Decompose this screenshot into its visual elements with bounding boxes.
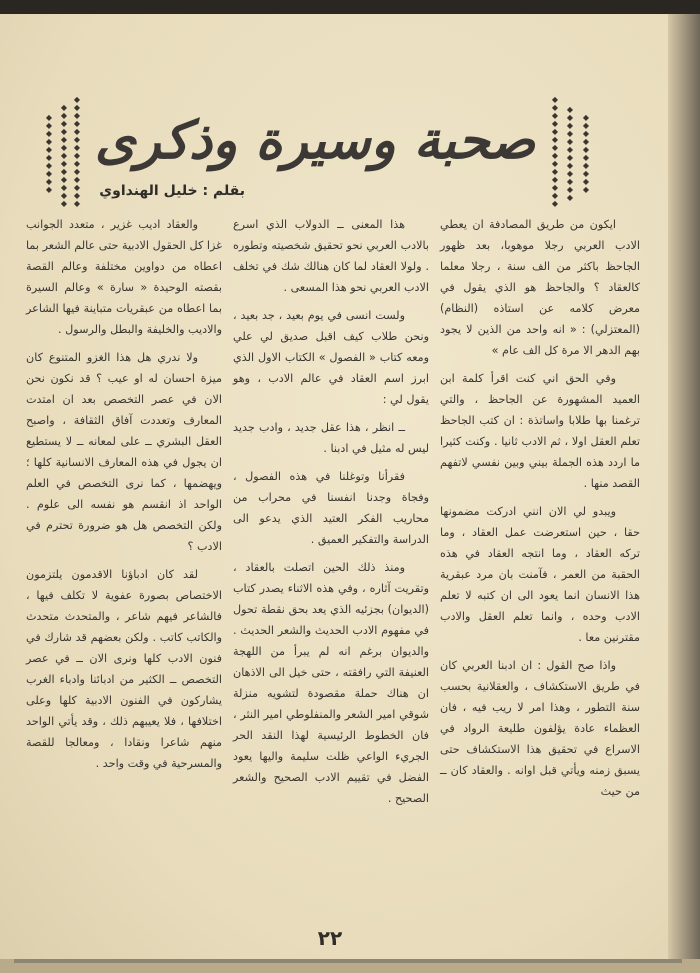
ornament-border-icon: ◆ ◆ ◆ ◆ ◆ ◆ ◆ ◆ ◆ ◆ ◆ ◆ [566,105,574,202]
paragraph: ايكون من طريق المصادفة ان يعطي الادب العربي رجلا موهوبا، بعد ظهور الجاحظ باكثر من الف سنة ، رجلا معلما كالعقاد ؟ والجاحظ هو الذي يقول في معرض كلامه عن استاذه (النظام) (المعتزلي) : « انه واحد من الذين لا يجود بهم الدهر الا مرة كل الف عام » [440,218,640,357]
paragraph: ومنذ ذلك الحين اتصلت بالعقاد ، وتقريت آثاره ، وفي هذه الاثناء يصدر كتاب (الديوان) بجزئيه الذي يعد بحق نقطة تحول في مفهوم الادب الحديث والشعر الحديث . والديوان برغم انه لم يبرأ من اللهجة العنيفة التي رافقته ، حتى خيل الى الاذهان ان هناك حملة مقصودة لتشويه منزلة شوقي امير الشعر والمنفلوطي امير النثر ، فان الخطوط الرئيسية لهذا النقد الحر الجريء الواعي ظلت سليمة واليها يعود الفضل في تقييم الادب الصحيح والشعر الصحيح . [233,561,429,805]
paragraph: هذا المعنى ــ الدولاب الذي اسرع بالادب العربي نحو تحقيق شخصيته وتطوره . ولولا العقاد لما كان هنالك شك في تخلف الادب العربي نحو هذا المسعى . [233,218,429,294]
article-title: صحبة وسيرة وذكرى [94,110,536,171]
page-number: ٢٢ [317,926,343,950]
paragraph: ولا ندري هل هذا الغزو المتنوع كان ميزة احسان له او عيب ؟ قد نكون نحن الان في عصر التخصص بعد ان امتدت المعارف وتعددت آفاق الثقافة ، واصبح العقل البشري ــ على لمعانه ــ لا يستطيع ان يجول في هذه المعارف الانسانية كلها ؛ ويهضمها ، كما نرى التخصص في العلم الواحد اذ انقسم هو نفسه الى علوم . ولكن التخصص هل هو ضرورة تحترم في الادب ؟ [26,351,222,553]
paragraph: لقد كان ادباؤنا الاقدمون يلتزمون الاختصاص بصورة عفوية لا تكلف فيها ، فالشاعر فيهم شاعر ، والمتحدث متحدث والكاتب كاتب . ولكن بعضهم قد شارك في فنون الادب كلها ونرى الان ــ في عصر التخصص ــ الكثير من ادبائنا وادباء الغرب يشاركون في الفنون الادبية كلها وعلى اختلافها ، فلا يعيبهم ذلك ، وقد يأتي الواحد منهم شاعرا ونقادا ، ومعالجا للقصة والمسرحية في وقت واحد . [26,568,222,770]
paragraph: ولست انسى في يوم بعيد ، جد بعيد ، ونحن طلاب كيف اقبل صديق لي علي ومعه كتاب « الفصول » الكتاب الاول الذي ابرز اسم العقاد في عالم الادب ، وهو يقول لي : [233,309,429,406]
paragraph: وفي الحق اني كنت اقرأ كلمة ابن العميد المشهورة عن الجاحظ ، والتي ترغمنا بها طلابا واساتذة : ان كتب الجاحظ تعلم العقل اولا ، ثم الادب ثانيا . وكنت كثيرا ما اردد هذه الجملة بيني وبين نفسي لاتفهم القصد منها . [440,372,640,490]
ornament-border-icon: ◆ ◆ ◆ ◆ ◆ ◆ ◆ ◆ ◆ ◆ ◆ ◆ ◆ [60,103,68,208]
ornament-border-icon: ◆ ◆ ◆ ◆ ◆ ◆ ◆ ◆ ◆ ◆ [582,113,590,194]
ornament-border-icon: ◆ ◆ ◆ ◆ ◆ ◆ ◆ ◆ ◆ ◆ ◆ ◆ ◆ ◆ [73,95,81,208]
ornament-border-icon: ◆ ◆ ◆ ◆ ◆ ◆ ◆ ◆ ◆ ◆ [45,113,53,194]
paragraph: فقرأنا وتوغلنا في هذه الفصول ، وفجاة وجدنا انفسنا في محراب من محاريب الفكر العتيد الذي يدعو الى الدراسة والتفكير العميق . [233,470,429,546]
magazine-page [0,14,668,959]
paragraph: ويبدو لي الان انني ادركت مضمونها حقا ، حين استعرضت عمل العقاد ، وما تركه العقاد ، وما انتجه العقاد في هذه الحقبة من العمر ، فآمنت بان مرد عبقرية هذا الانسان انما يعود الى ان كتبه لا تعلم الادب وحده ، وانما تعلم العقل والادب مقترنين معا . [440,505,640,644]
ornament-border-icon: ◆ ◆ ◆ ◆ ◆ ◆ ◆ ◆ ◆ ◆ ◆ ◆ ◆ ◆ [551,95,559,208]
paragraph: واذا صح القول : ان ادبنا العربي كان في طريق الاستكشاف ، والعقلانية بحسب سنة التطور ، وهذا امر لا ريب فيه ، فان العظماء عادة يؤلفون طليعة الرواد في الاسراع في تحقيق هذا الاستكشاف حتى يسبق زمنه ويأتي قبل اوانه . والعقاد كان ــ من حيث [440,659,640,798]
column-left [26,214,222,781]
paragraph: ــ انظر ، هذا عقل جديد ، وادب جديد ليس له مثيل في ادبنا . [233,421,429,455]
page-edge-shadow [668,14,700,959]
paragraph: والعقاد اديب غزير ، متعدد الجوانب غزا كل الحقول الادبية حتى عالم الشعر بما اعطاه من دواوين مختلفة وعالم القصة بقصته الوحيدة « سارة » وعالم السيرة بما اعطاه من عبقريات متباينة فيها الشاعر والاديب والخليفة والبطل والرسول . [26,218,222,336]
column-middle [233,214,429,816]
column-right [440,214,640,809]
author-byline: بقلم : خليل الهنداوي [99,183,245,199]
